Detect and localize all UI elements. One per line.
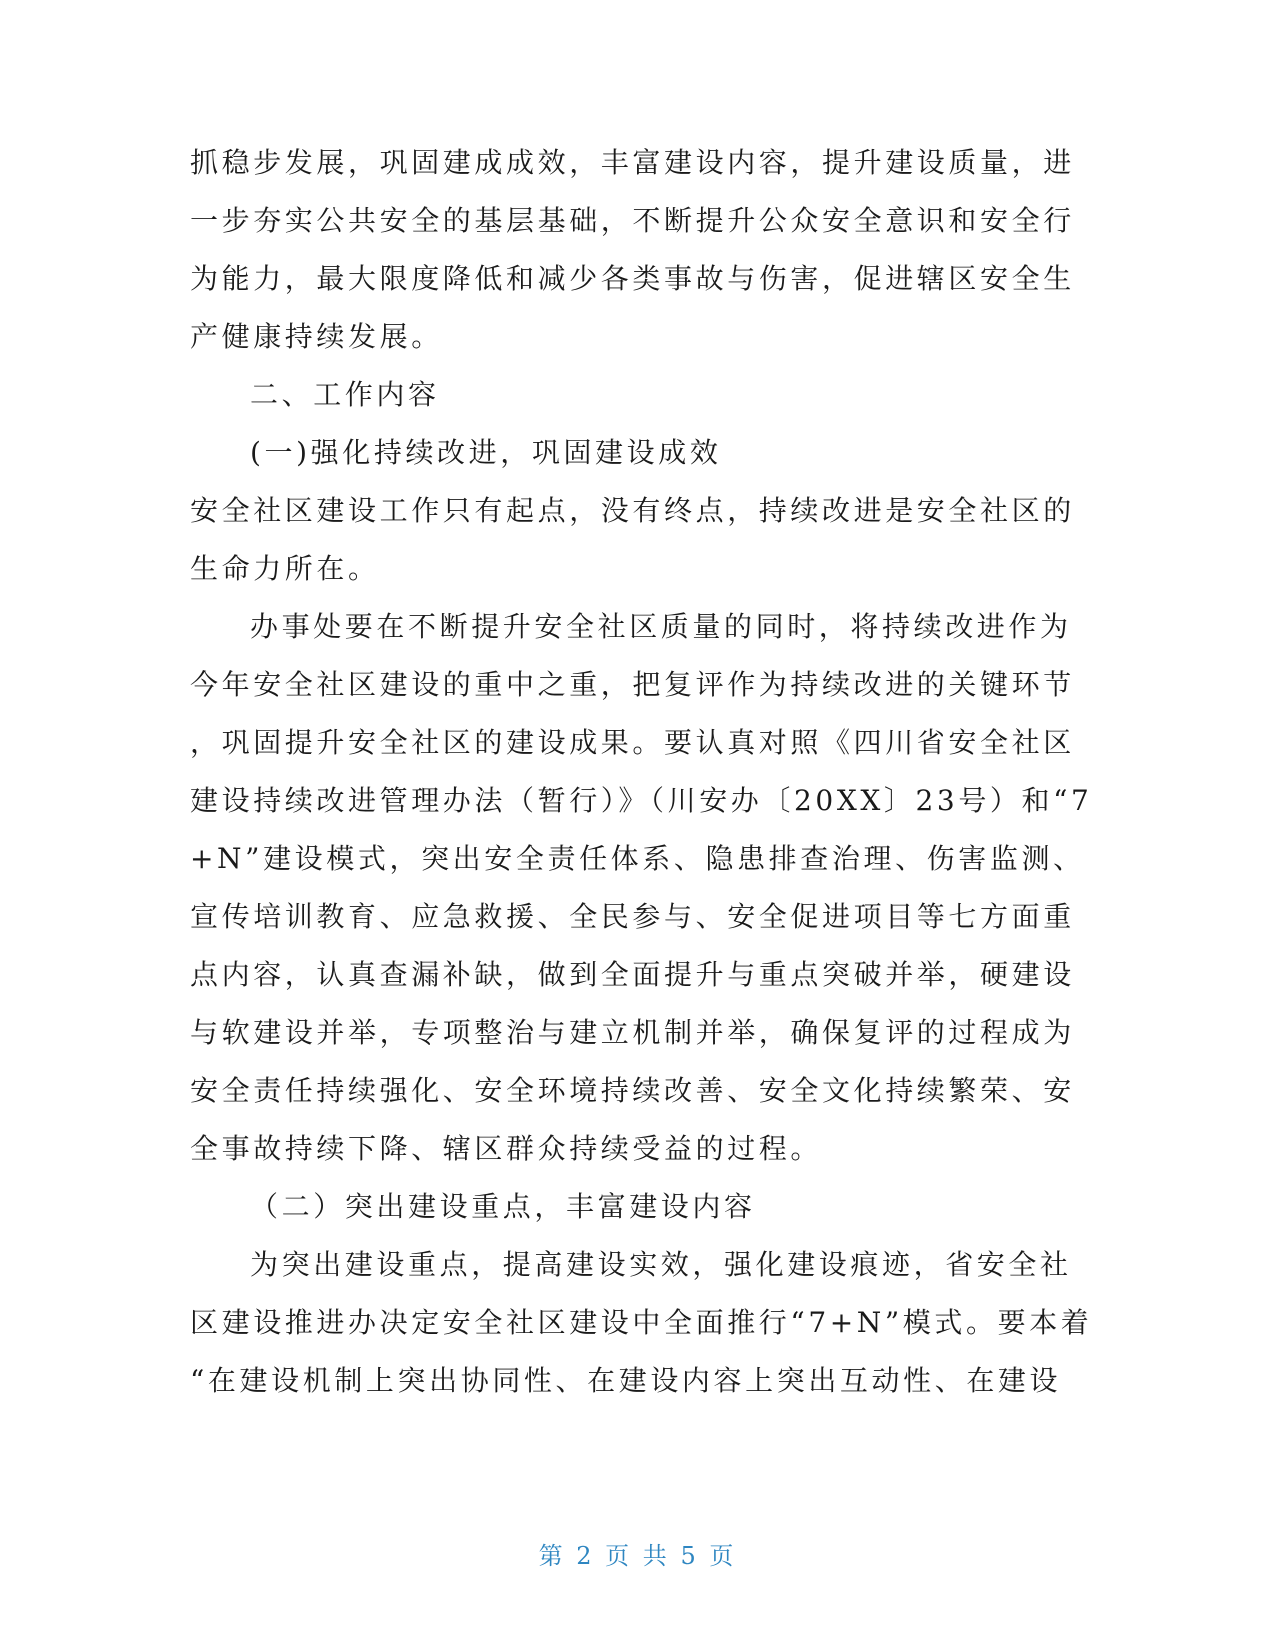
paragraph-line: 安全责任持续强化、安全环境持续改善、安全文化持续繁荣、安 xyxy=(190,1074,1075,1107)
paragraph-line: 与软建设并举，专项整治与建立机制并举，确保复评的过程成为 xyxy=(190,1016,1075,1049)
page-number-footer: 第 2 页 共 5 页 xyxy=(538,1542,737,1570)
paragraph-line: 为能力，最大限度降低和减少各类事故与伤害，促进辖区安全生 xyxy=(190,262,1075,295)
section-heading: 二、工作内容 xyxy=(250,378,440,411)
paragraph-line: 生命力所在。 xyxy=(190,552,380,585)
paragraph-line: 为突出建设重点，提高建设实效，强化建设痕迹，省安全社 xyxy=(250,1248,1072,1281)
paragraph-line: 区建设推进办决定安全社区建设中全面推行“7+N”模式。要本着 xyxy=(190,1306,1093,1339)
paragraph-line: 宣传培训教育、应急救援、全民参与、安全促进项目等七方面重 xyxy=(190,900,1075,933)
paragraph-line: +N”建设模式，突出安全责任体系、隐患排查治理、伤害监测、 xyxy=(190,842,1085,875)
paragraph-line: 全事故持续下降、辖区群众持续受益的过程。 xyxy=(190,1132,823,1165)
subsection-heading: (一)强化持续改进，巩固建设成效 xyxy=(250,436,722,469)
paragraph-line: “在建设机制上突出协同性、在建设内容上突出互动性、在建设 xyxy=(190,1364,1062,1397)
paragraph-line: 今年安全社区建设的重中之重，把复评作为持续改进的关键环节 xyxy=(190,668,1075,701)
paragraph-line: 一步夯实公共安全的基层基础，不断提升公众安全意识和安全行 xyxy=(190,204,1075,237)
subsection-heading: （二）突出建设重点，丰富建设内容 xyxy=(250,1190,756,1223)
paragraph-line: ，巩固提升安全社区的建设成果。要认真对照《四川省安全社区 xyxy=(190,726,1075,759)
paragraph-line: 点内容，认真查漏补缺，做到全面提升与重点突破并举，硬建设 xyxy=(190,958,1075,991)
paragraph-line: 安全社区建设工作只有起点，没有终点，持续改进是安全社区的 xyxy=(190,494,1075,527)
paragraph-line: 抓稳步发展，巩固建成成效，丰富建设内容，提升建设质量，进 xyxy=(190,146,1075,179)
paragraph-line: 建设持续改进管理办法（暂行）》（川安办〔20XX〕23号）和“7 xyxy=(190,784,1093,817)
paragraph-line: 产健康持续发展。 xyxy=(190,320,443,353)
paragraph-line: 办事处要在不断提升安全社区质量的同时，将持续改进作为 xyxy=(250,610,1072,643)
